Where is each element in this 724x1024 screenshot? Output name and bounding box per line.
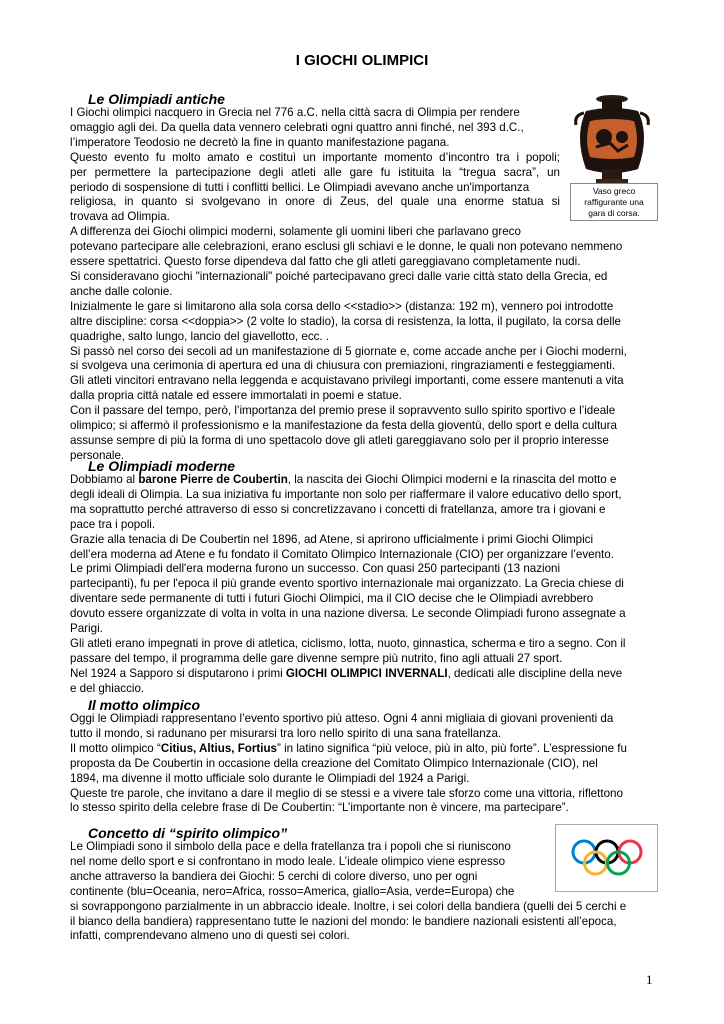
text-line: dell’era moderna ad Atene e fu fondato il Comitato Olimpico Internazionale (CIO) per organizzare l’evento. (70, 547, 614, 561)
text-line: nel nome dello sport e si confrontano in modo leale. L’ideale olimpico viene espresso (70, 854, 506, 868)
text-line: olimpico; si affermò il professionismo e la manifestazione da festa della gioventù, dello sport e della cultura (70, 419, 617, 433)
text-line: Si passò nel corso dei secoli ad un manifestazione di 5 giornate e, come accade anche per i Giochi moderni, (70, 344, 627, 358)
page-title: I GIOCHI OLIMPICI (295, 52, 429, 69)
text-line: Oggi le Olimpiadi rappresentano l’evento sportivo più atteso. Ogni 4 anni migliaia di giovani provenienti da (70, 712, 614, 725)
text-line: si svolgeva una cerimonia di apertura ed una di chiusura con premiazioni, ringraziamenti e festeggiamenti. (70, 359, 616, 373)
text-line: partecipanti), fu per l'epoca il più grande evento sportivo internazionale mai organizzato. La Grecia chiese di (70, 577, 624, 591)
section-heading-spirito: Concetto di “spirito olimpico” (88, 825, 288, 841)
text-line: quadrighe, salto lungo, lancio del giavellotto, ecc. . (70, 329, 330, 343)
text-line (70, 667, 656, 682)
text-line (70, 742, 656, 757)
text-line: lo stesso spirito della celebre frase di De Coubertin: “L’importante non è vincere, ma partecipare”. (70, 801, 569, 815)
text-line: e del ghiaccio. (70, 681, 145, 695)
section-heading-moderne: Le Olimpiadi moderne (88, 458, 236, 474)
text-line: Grazie alla tenacia di De Coubertin nel 1896, ad Atene, si aprirono ufficialmente i primi Giochi Olimpici (70, 532, 594, 546)
text-line: si sovrappongono parzialmente in un abbraccio ideale. Inoltre, i sei colori della bandiera (quelli dei 5 cerchi e (70, 899, 627, 913)
giochi-invernali-bold: GIOCHI OLIMPICI INVERNALI (285, 666, 448, 680)
text-line: assunse sempre di più la forma di uno spettacolo dove gli atleti gareggiavano solo per il proprio interesse (70, 433, 609, 447)
paragraph-motto (70, 712, 656, 816)
text-line: essere spettatrici. Questo forse dipendeva dal fatto che gli atleti gareggiavano completamente nudi. (70, 255, 581, 269)
caption-line: Vaso greco (592, 186, 636, 196)
text-line: dalla propria città natale ed essere immortalati in poemi e statue. (70, 389, 402, 403)
caption-line: raffigurante una (584, 197, 644, 207)
text-line: Le primi Olimpiadi dell'era moderna furono un successo. Con quasi 250 partecipanti (13 nazioni (70, 562, 561, 576)
olympic-rings-image (555, 824, 658, 892)
text-run: Dobbiamo al (70, 473, 139, 486)
caption-line: gara di corsa. (588, 208, 640, 218)
text-line: anche dalle colonie. (70, 284, 173, 298)
page-number: 1 (646, 972, 653, 987)
text-line: trovava ad Olimpia. (70, 210, 170, 224)
text-line: omaggio agli dei. Da quella data vennero celebrati ogni quattro anni finché, nel 393 d.C., (70, 120, 524, 134)
text-line: Questo evento fu molto amato e costituì un importante momento d’incontro tra i popoli; (70, 150, 560, 164)
text-line: Gli atleti erano impegnati in prove di atletica, ciclismo, lotta, nuoto, ginnastica, scherma e tiro a segno. Con il (70, 636, 626, 650)
text-line: religiosa, in quanto si svolgevano in onore di Zeus, del quale una enorme statua si (70, 195, 560, 209)
text-line: ma soprattutto perché attraverso di esso si concretizzavano i concetti di fratellanza, amore tra i giovani e (70, 502, 606, 516)
text-line: il bianco della bandiera) rappresentano tutte le nazioni del mondo: le bandiere nazionali esistenti all’epoca, (70, 914, 617, 928)
text-line: I Giochi olimpici nacquero in Grecia nel 776 a.C. nella città sacra di Olimpia per rendere (70, 106, 520, 119)
text-line: anche attraverso la bandiera dei Giochi: 5 cerchi di colore diverso, uno per ogni (70, 869, 478, 883)
text-run: ” in latino significa “più veloce, più in alto, più forte”. L’espressione fu (277, 741, 627, 755)
text-line: pace tra i popoli. (70, 517, 156, 531)
text-run: , dedicati alle discipline della neve (447, 666, 623, 680)
text-line: per permettere la partecipazione degli atleti alle gare fu istituita la “tregua sacra”, un (70, 165, 560, 179)
text-line: degli ideali di Olimpia. La sua iniziativa fu importante non solo per riaffermare il valore educativo dello sport, (70, 487, 622, 501)
text-line: Parigi. (70, 622, 103, 636)
text-run: Il motto olimpico “ (70, 741, 161, 755)
section-heading-motto: Il motto olimpico (88, 697, 200, 713)
text-line: potevano partecipare alle celebrazioni, erano esclusi gli schiavi e le donne, le quali non potevano nemmeno (70, 240, 623, 254)
text-line: altre discipline: corsa <<doppia>> (2 volte lo stadio), la corsa di resistenza, la lotta, il pugilato, la corsa delle (70, 314, 622, 328)
text-line: Le Olimpiadi sono il simbolo della pace e della fratellanza tra i popoli che si riuniscono (70, 840, 511, 853)
text-line: Con il passare del tempo, però, l’importanza del premio prese il sopravvento sullo spirito sportivo e l’ideale (70, 404, 616, 418)
paragraph-antiche (70, 106, 656, 464)
text-line: tutto il mondo, si radunano per misurarsi tra loro nello spirito di una sana fratellanza. (70, 726, 502, 740)
text-line: dovuto essere organizzate di volta in volta in una nazione diversa. Le seconde Olimpiadi furono assegnate a (70, 607, 626, 621)
text-run: Nel 1924 a Sapporo si disputarono i primi (70, 666, 286, 680)
text-line: periodo di sospensione di tutti i conflitti bellici. Le Olimpiadi avevano anche un'importanza (70, 180, 530, 194)
coubertin-bold: barone Pierre de Coubertin (138, 473, 288, 486)
text-line: infatti, comprendevano almeno uno di questi sei colori. (70, 929, 350, 943)
text-line: passare del tempo, il programma delle gare divenne sempre più nutrito, fino agli attuali 27 sport. (70, 651, 563, 665)
text-line: continente (blu=Oceania, nero=Africa, rosso=America, giallo=Asia, verde=Europa) che (70, 884, 515, 898)
text-line: proposta da De Coubertin in occasione della creazione del Comitato Olimpico Internazionale (CIO), nel (70, 756, 598, 770)
text-line: Queste tre parole, che invitano a dare il meglio di se stessi e a vivere tale sforzo come una vittoria, riflettono (70, 786, 623, 800)
text-line: Inizialmente le gare si limitarono alla sola corsa dello <<stadio>> (distanza: 192 m), vennero poi introdotte (70, 299, 614, 313)
text-line: Si consideravano giochi "internazionali" poiché partecipavano greci dalle varie città stato della Grecia, ed (70, 269, 608, 283)
text-line: Gli atleti vincitori entravano nella leggenda e acquistavano privilegi importanti, come essere mantenuti a vita (70, 374, 624, 388)
text-line: diventare sede permanente di tutti i futuri Giochi Olimpici, ma il CIO decise che le Olimpiadi avrebbero (70, 592, 594, 606)
text-line (70, 473, 656, 488)
paragraph-moderne (70, 473, 656, 697)
section-heading-antiche: Le Olimpiadi antiche (88, 91, 225, 107)
motto-bold: Citius, Altius, Fortius (160, 741, 277, 755)
text-line: l’imperatore Teodosio ne decretò la fine in quanto manifestazione pagana. (70, 135, 450, 149)
text-line: 1894, ma divenne il motto ufficiale solo durante le Olimpiadi del 1924 a Parigi. (70, 771, 470, 785)
text-line: A differenza dei Giochi olimpici moderni, solamente gli uomini liberi che parlavano greco (70, 225, 521, 239)
text-line: personale. (70, 448, 125, 462)
text-run: , la nascita dei Giochi Olimpici moderni e la rinascita del motto e (287, 473, 617, 486)
